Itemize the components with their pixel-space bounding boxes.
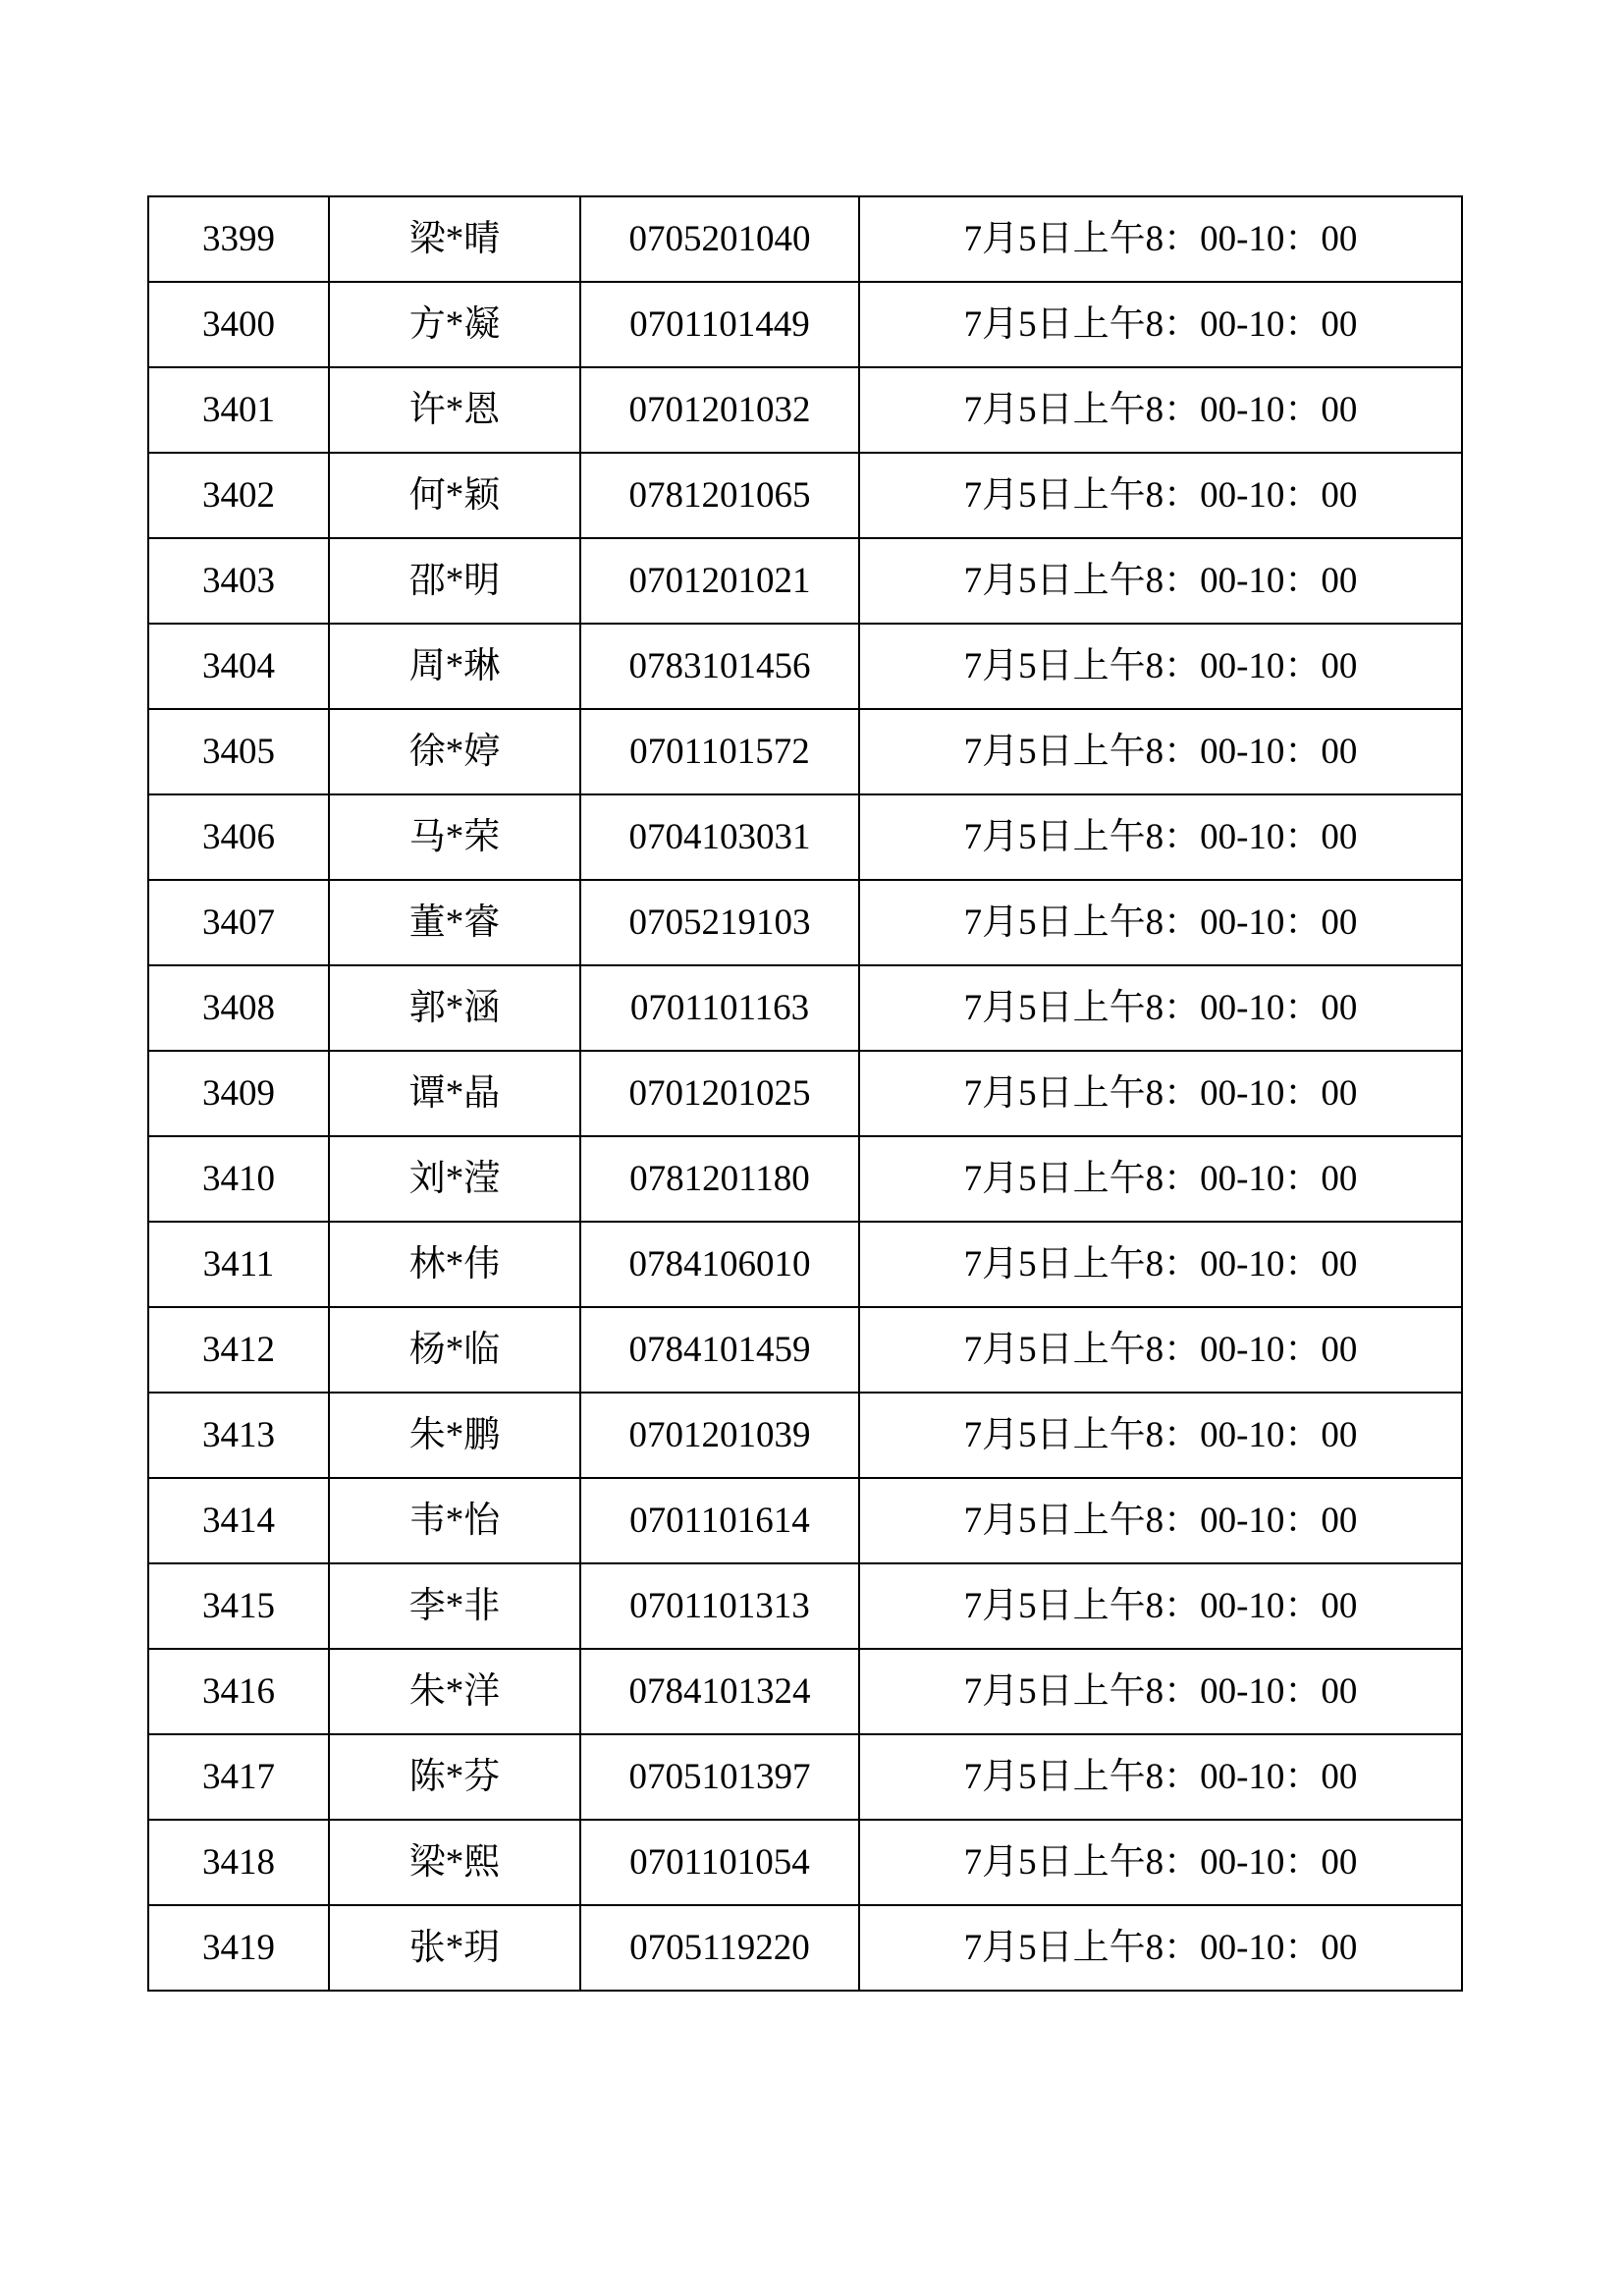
candidate-id-cell: 0701101313	[580, 1563, 859, 1649]
table-row	[148, 1136, 1462, 1222]
table-row	[148, 624, 1462, 709]
schedule-time-cell: 7月5日上午8：00-10：00	[859, 1136, 1462, 1222]
row-number-cell: 3404	[148, 624, 329, 709]
candidate-id-cell: 0705101397	[580, 1734, 859, 1820]
row-number-cell: 3406	[148, 794, 329, 880]
name-cell: 张*玥	[329, 1905, 580, 1991]
schedule-time-cell: 7月5日上午8：00-10：00	[859, 1307, 1462, 1393]
candidate-id-cell: 0784101459	[580, 1307, 859, 1393]
table-row	[148, 709, 1462, 794]
roster-table-body	[148, 196, 1462, 1991]
row-number-cell: 3402	[148, 453, 329, 538]
row-number-cell: 3416	[148, 1649, 329, 1734]
name-cell: 韦*怡	[329, 1478, 580, 1563]
schedule-time-cell: 7月5日上午8：00-10：00	[859, 794, 1462, 880]
name-cell: 朱*洋	[329, 1649, 580, 1734]
table-row	[148, 196, 1462, 282]
name-cell: 梁*熙	[329, 1820, 580, 1905]
row-number-cell: 3418	[148, 1820, 329, 1905]
name-cell: 周*琳	[329, 624, 580, 709]
table-row	[148, 1393, 1462, 1478]
row-number-cell: 3411	[148, 1222, 329, 1307]
candidate-id-cell: 0781201180	[580, 1136, 859, 1222]
row-number-cell: 3419	[148, 1905, 329, 1991]
schedule-time-cell: 7月5日上午8：00-10：00	[859, 1820, 1462, 1905]
table-row	[148, 1222, 1462, 1307]
name-cell: 许*恩	[329, 367, 580, 453]
schedule-time-cell: 7月5日上午8：00-10：00	[859, 453, 1462, 538]
candidate-id-cell: 0784106010	[580, 1222, 859, 1307]
candidate-id-cell: 0705201040	[580, 196, 859, 282]
candidate-id-cell: 0783101456	[580, 624, 859, 709]
table-row	[148, 1307, 1462, 1393]
schedule-time-cell: 7月5日上午8：00-10：00	[859, 1649, 1462, 1734]
row-number-cell: 3410	[148, 1136, 329, 1222]
candidate-id-cell: 0701101614	[580, 1478, 859, 1563]
schedule-time-cell: 7月5日上午8：00-10：00	[859, 1905, 1462, 1991]
candidate-id-cell: 0705119220	[580, 1905, 859, 1991]
schedule-time-cell: 7月5日上午8：00-10：00	[859, 1222, 1462, 1307]
candidate-id-cell: 0704103031	[580, 794, 859, 880]
name-cell: 郭*涵	[329, 965, 580, 1051]
candidate-id-cell: 0701201039	[580, 1393, 859, 1478]
name-cell: 刘*滢	[329, 1136, 580, 1222]
schedule-time-cell: 7月5日上午8：00-10：00	[859, 965, 1462, 1051]
schedule-time-cell: 7月5日上午8：00-10：00	[859, 1734, 1462, 1820]
schedule-time-cell: 7月5日上午8：00-10：00	[859, 709, 1462, 794]
row-number-cell: 3399	[148, 196, 329, 282]
candidate-id-cell: 0701101572	[580, 709, 859, 794]
row-number-cell: 3415	[148, 1563, 329, 1649]
table-row	[148, 965, 1462, 1051]
table-row	[148, 1478, 1462, 1563]
row-number-cell: 3414	[148, 1478, 329, 1563]
table-row	[148, 794, 1462, 880]
name-cell: 朱*鹏	[329, 1393, 580, 1478]
table-row	[148, 453, 1462, 538]
schedule-time-cell: 7月5日上午8：00-10：00	[859, 1393, 1462, 1478]
candidate-id-cell: 0784101324	[580, 1649, 859, 1734]
row-number-cell: 3417	[148, 1734, 329, 1820]
row-number-cell: 3403	[148, 538, 329, 624]
name-cell: 梁*晴	[329, 196, 580, 282]
table-row	[148, 1051, 1462, 1136]
name-cell: 谭*晶	[329, 1051, 580, 1136]
row-number-cell: 3408	[148, 965, 329, 1051]
candidate-id-cell: 0781201065	[580, 453, 859, 538]
name-cell: 徐*婷	[329, 709, 580, 794]
name-cell: 董*睿	[329, 880, 580, 965]
row-number-cell: 3401	[148, 367, 329, 453]
row-number-cell: 3412	[148, 1307, 329, 1393]
schedule-time-cell: 7月5日上午8：00-10：00	[859, 1563, 1462, 1649]
name-cell: 邵*明	[329, 538, 580, 624]
row-number-cell: 3405	[148, 709, 329, 794]
candidate-id-cell: 0701101163	[580, 965, 859, 1051]
table-row	[148, 1563, 1462, 1649]
candidate-id-cell: 0701201032	[580, 367, 859, 453]
table-row	[148, 1649, 1462, 1734]
candidate-id-cell: 0701201025	[580, 1051, 859, 1136]
table-row	[148, 282, 1462, 367]
candidate-id-cell: 0701201021	[580, 538, 859, 624]
row-number-cell: 3407	[148, 880, 329, 965]
candidate-id-cell: 0705219103	[580, 880, 859, 965]
name-cell: 林*伟	[329, 1222, 580, 1307]
name-cell: 马*荣	[329, 794, 580, 880]
row-number-cell: 3413	[148, 1393, 329, 1478]
schedule-time-cell: 7月5日上午8：00-10：00	[859, 538, 1462, 624]
schedule-time-cell: 7月5日上午8：00-10：00	[859, 1051, 1462, 1136]
table-row	[148, 880, 1462, 965]
name-cell: 何*颖	[329, 453, 580, 538]
name-cell: 杨*临	[329, 1307, 580, 1393]
candidate-id-cell: 0701101449	[580, 282, 859, 367]
table-row	[148, 1905, 1462, 1991]
table-row	[148, 367, 1462, 453]
table-row	[148, 538, 1462, 624]
row-number-cell: 3400	[148, 282, 329, 367]
row-number-cell: 3409	[148, 1051, 329, 1136]
name-cell: 陈*芬	[329, 1734, 580, 1820]
candidate-id-cell: 0701101054	[580, 1820, 859, 1905]
table-row	[148, 1734, 1462, 1820]
schedule-time-cell: 7月5日上午8：00-10：00	[859, 880, 1462, 965]
schedule-time-cell: 7月5日上午8：00-10：00	[859, 1478, 1462, 1563]
table-row	[148, 1820, 1462, 1905]
roster-table	[147, 195, 1463, 1992]
schedule-time-cell: 7月5日上午8：00-10：00	[859, 367, 1462, 453]
schedule-time-cell: 7月5日上午8：00-10：00	[859, 282, 1462, 367]
schedule-time-cell: 7月5日上午8：00-10：00	[859, 196, 1462, 282]
name-cell: 方*凝	[329, 282, 580, 367]
name-cell: 李*非	[329, 1563, 580, 1649]
schedule-time-cell: 7月5日上午8：00-10：00	[859, 624, 1462, 709]
